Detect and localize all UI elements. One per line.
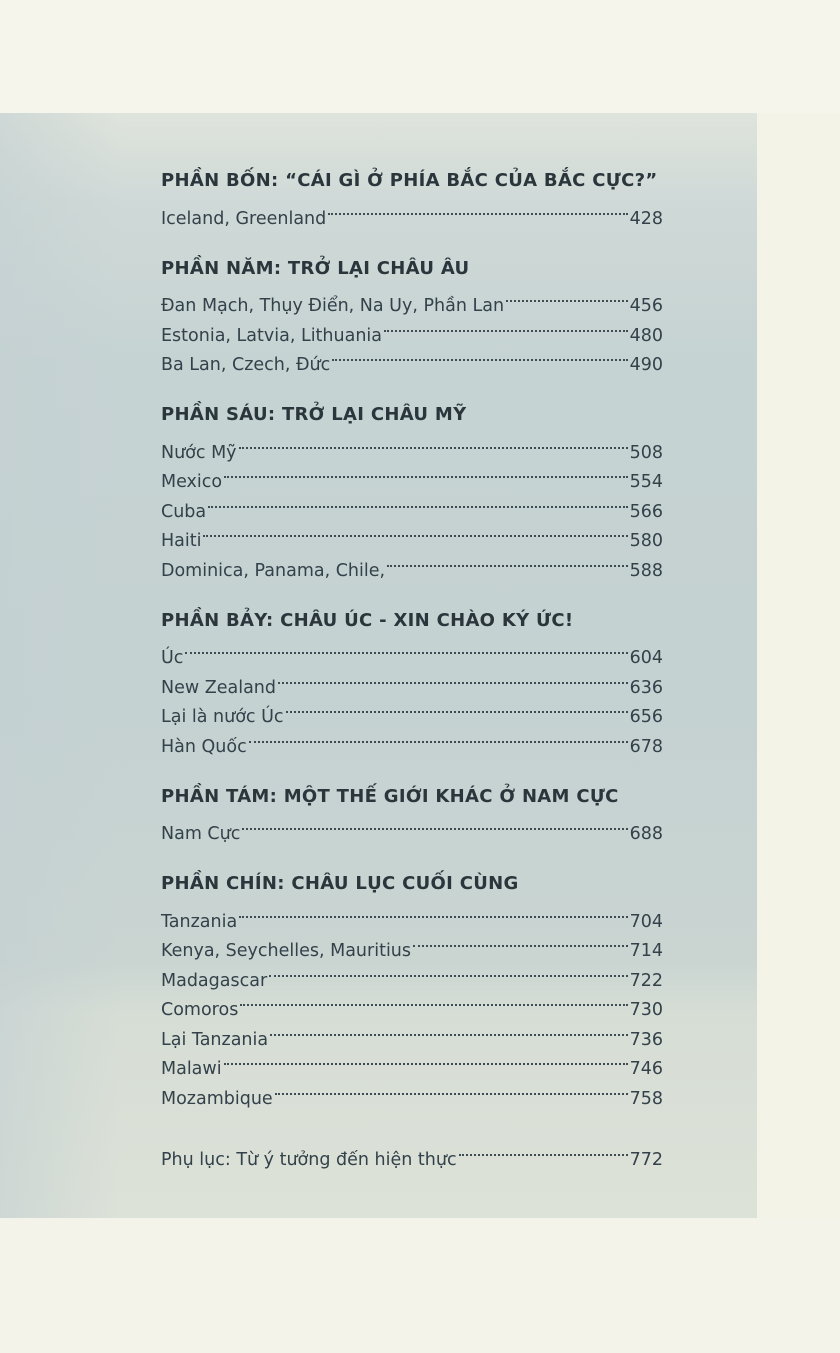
entry-page-number: 772 xyxy=(629,1150,663,1170)
dot-leader xyxy=(185,634,629,664)
section-title: PHẦN SÁU: TRỞ LẠI CHÂU MỸ xyxy=(161,404,467,425)
entry-label: Iceland, Greenland xyxy=(161,208,327,229)
entry-label: Mozambique xyxy=(161,1088,273,1109)
entry-label: Lại Tanzania xyxy=(161,1029,269,1050)
toc-entry[interactable] xyxy=(161,634,663,668)
dot-leader xyxy=(278,663,630,693)
entry-label: Nước Mỹ xyxy=(161,442,237,463)
toc-section xyxy=(161,402,663,581)
dot-leader xyxy=(459,1136,630,1166)
section-title: PHẦN BẢY: CHÂU ÚC - XIN CHÀO KÝ ỨC! xyxy=(161,609,574,631)
entry-page-number: 746 xyxy=(629,1059,663,1079)
toc-entry[interactable] xyxy=(161,194,663,229)
page-bottom-margin xyxy=(0,1218,840,1353)
entry-page-number: 554 xyxy=(629,472,663,492)
dot-leader xyxy=(224,1045,630,1075)
toc-entry[interactable] xyxy=(161,458,663,492)
dot-leader xyxy=(286,693,630,723)
dot-leader xyxy=(387,546,630,576)
toc-entry[interactable] xyxy=(161,810,663,844)
entry-page-number: 456 xyxy=(629,296,663,316)
section-title: PHẦN CHÍN: CHÂU LỤC CUỐI CÙNG xyxy=(161,873,519,894)
entry-label: Mexico xyxy=(161,472,223,492)
entry-label: Phụ lục: Từ ý tưởng đến hiện thực xyxy=(161,1150,457,1170)
table-of-contents xyxy=(161,168,663,1170)
entry-label: Estonia, Latvia, Lithuania xyxy=(161,325,383,346)
dot-leader xyxy=(384,311,630,341)
entry-label: Kenya, Seychelles, Mauritius xyxy=(161,941,412,961)
toc-entry-appendix[interactable] xyxy=(161,1136,663,1170)
entry-label: Haiti xyxy=(161,531,202,551)
toc-entry[interactable] xyxy=(161,517,663,551)
entry-label: Lại là nước Úc xyxy=(161,707,284,727)
toc-entry[interactable] xyxy=(161,546,663,581)
entry-page-number: 736 xyxy=(629,1029,663,1050)
page-top-margin xyxy=(0,0,840,113)
dot-leader xyxy=(208,487,629,517)
toc-section xyxy=(161,784,663,844)
dot-leader xyxy=(332,341,629,371)
toc-entry[interactable] xyxy=(161,487,663,522)
toc-entry[interactable] xyxy=(161,428,663,463)
entry-label: Đan Mạch, Thụy Điển, Na Uy, Phần Lan xyxy=(161,296,505,316)
entry-page-number: 714 xyxy=(629,941,663,961)
entry-label: Comoros xyxy=(161,1000,239,1020)
dot-leader xyxy=(506,282,630,312)
dot-leader xyxy=(413,927,630,957)
entry-page-number: 758 xyxy=(629,1088,663,1109)
dot-leader xyxy=(239,428,630,458)
entry-page-number: 678 xyxy=(629,736,663,757)
toc-entry[interactable] xyxy=(161,1074,663,1109)
entry-page-number: 428 xyxy=(629,208,663,229)
toc-entry[interactable] xyxy=(161,282,663,316)
toc-entry[interactable] xyxy=(161,1045,663,1079)
entry-label: Ba Lan, Czech, Đức xyxy=(161,355,331,375)
entry-page-number: 704 xyxy=(629,911,663,932)
entry-page-number: 566 xyxy=(629,501,663,522)
entry-page-number: 508 xyxy=(629,442,663,463)
entry-label: Hàn Quốc xyxy=(161,736,247,757)
dot-leader xyxy=(242,810,629,840)
page-right-margin xyxy=(757,113,840,1218)
entry-page-number: 588 xyxy=(629,560,663,581)
dot-leader xyxy=(203,517,629,547)
toc-section xyxy=(161,871,663,1109)
entry-label: Tanzania xyxy=(161,911,238,932)
entry-label: Úc xyxy=(161,648,184,668)
appendix xyxy=(161,1136,663,1170)
band-shadow xyxy=(0,113,120,1218)
entry-label: Cuba xyxy=(161,501,207,522)
entry-page-number: 580 xyxy=(629,531,663,551)
dot-leader xyxy=(270,1015,630,1045)
entry-page-number: 730 xyxy=(629,1000,663,1020)
entry-label: Malawi xyxy=(161,1059,222,1079)
toc-entry[interactable] xyxy=(161,897,663,932)
entry-label: Dominica, Panama, Chile, xyxy=(161,560,386,581)
toc-section xyxy=(161,256,663,375)
entry-page-number: 490 xyxy=(629,355,663,375)
dot-leader xyxy=(275,1074,630,1104)
entry-label: Nam Cực xyxy=(161,824,241,844)
dot-leader xyxy=(239,897,629,927)
entry-page-number: 604 xyxy=(629,648,663,668)
section-title: PHẦN TÁM: MỘT THẾ GIỚI KHÁC Ở NAM CỰC xyxy=(161,785,619,807)
entry-label: New Zealand xyxy=(161,677,276,698)
section-title: PHẦN BỐN: “CÁI GÌ Ở PHÍA BẮC CỦA BẮC CỰC?” xyxy=(161,170,658,191)
entry-page-number: 722 xyxy=(629,970,663,991)
dot-leader xyxy=(240,986,629,1016)
toc-entry[interactable] xyxy=(161,663,663,698)
entry-page-number: 480 xyxy=(629,325,663,346)
toc-section xyxy=(161,168,663,229)
dot-leader xyxy=(249,722,630,752)
section-title: PHẦN NĂM: TRỞ LẠI CHÂU ÂU xyxy=(161,257,470,279)
entry-page-number: 656 xyxy=(629,707,663,727)
dot-leader xyxy=(224,458,629,488)
entry-label: Madagascar xyxy=(161,970,268,991)
dot-leader xyxy=(328,194,629,224)
dot-leader xyxy=(269,956,629,986)
toc-section xyxy=(161,608,663,757)
entry-page-number: 636 xyxy=(629,677,663,698)
entry-page-number: 688 xyxy=(629,824,663,844)
